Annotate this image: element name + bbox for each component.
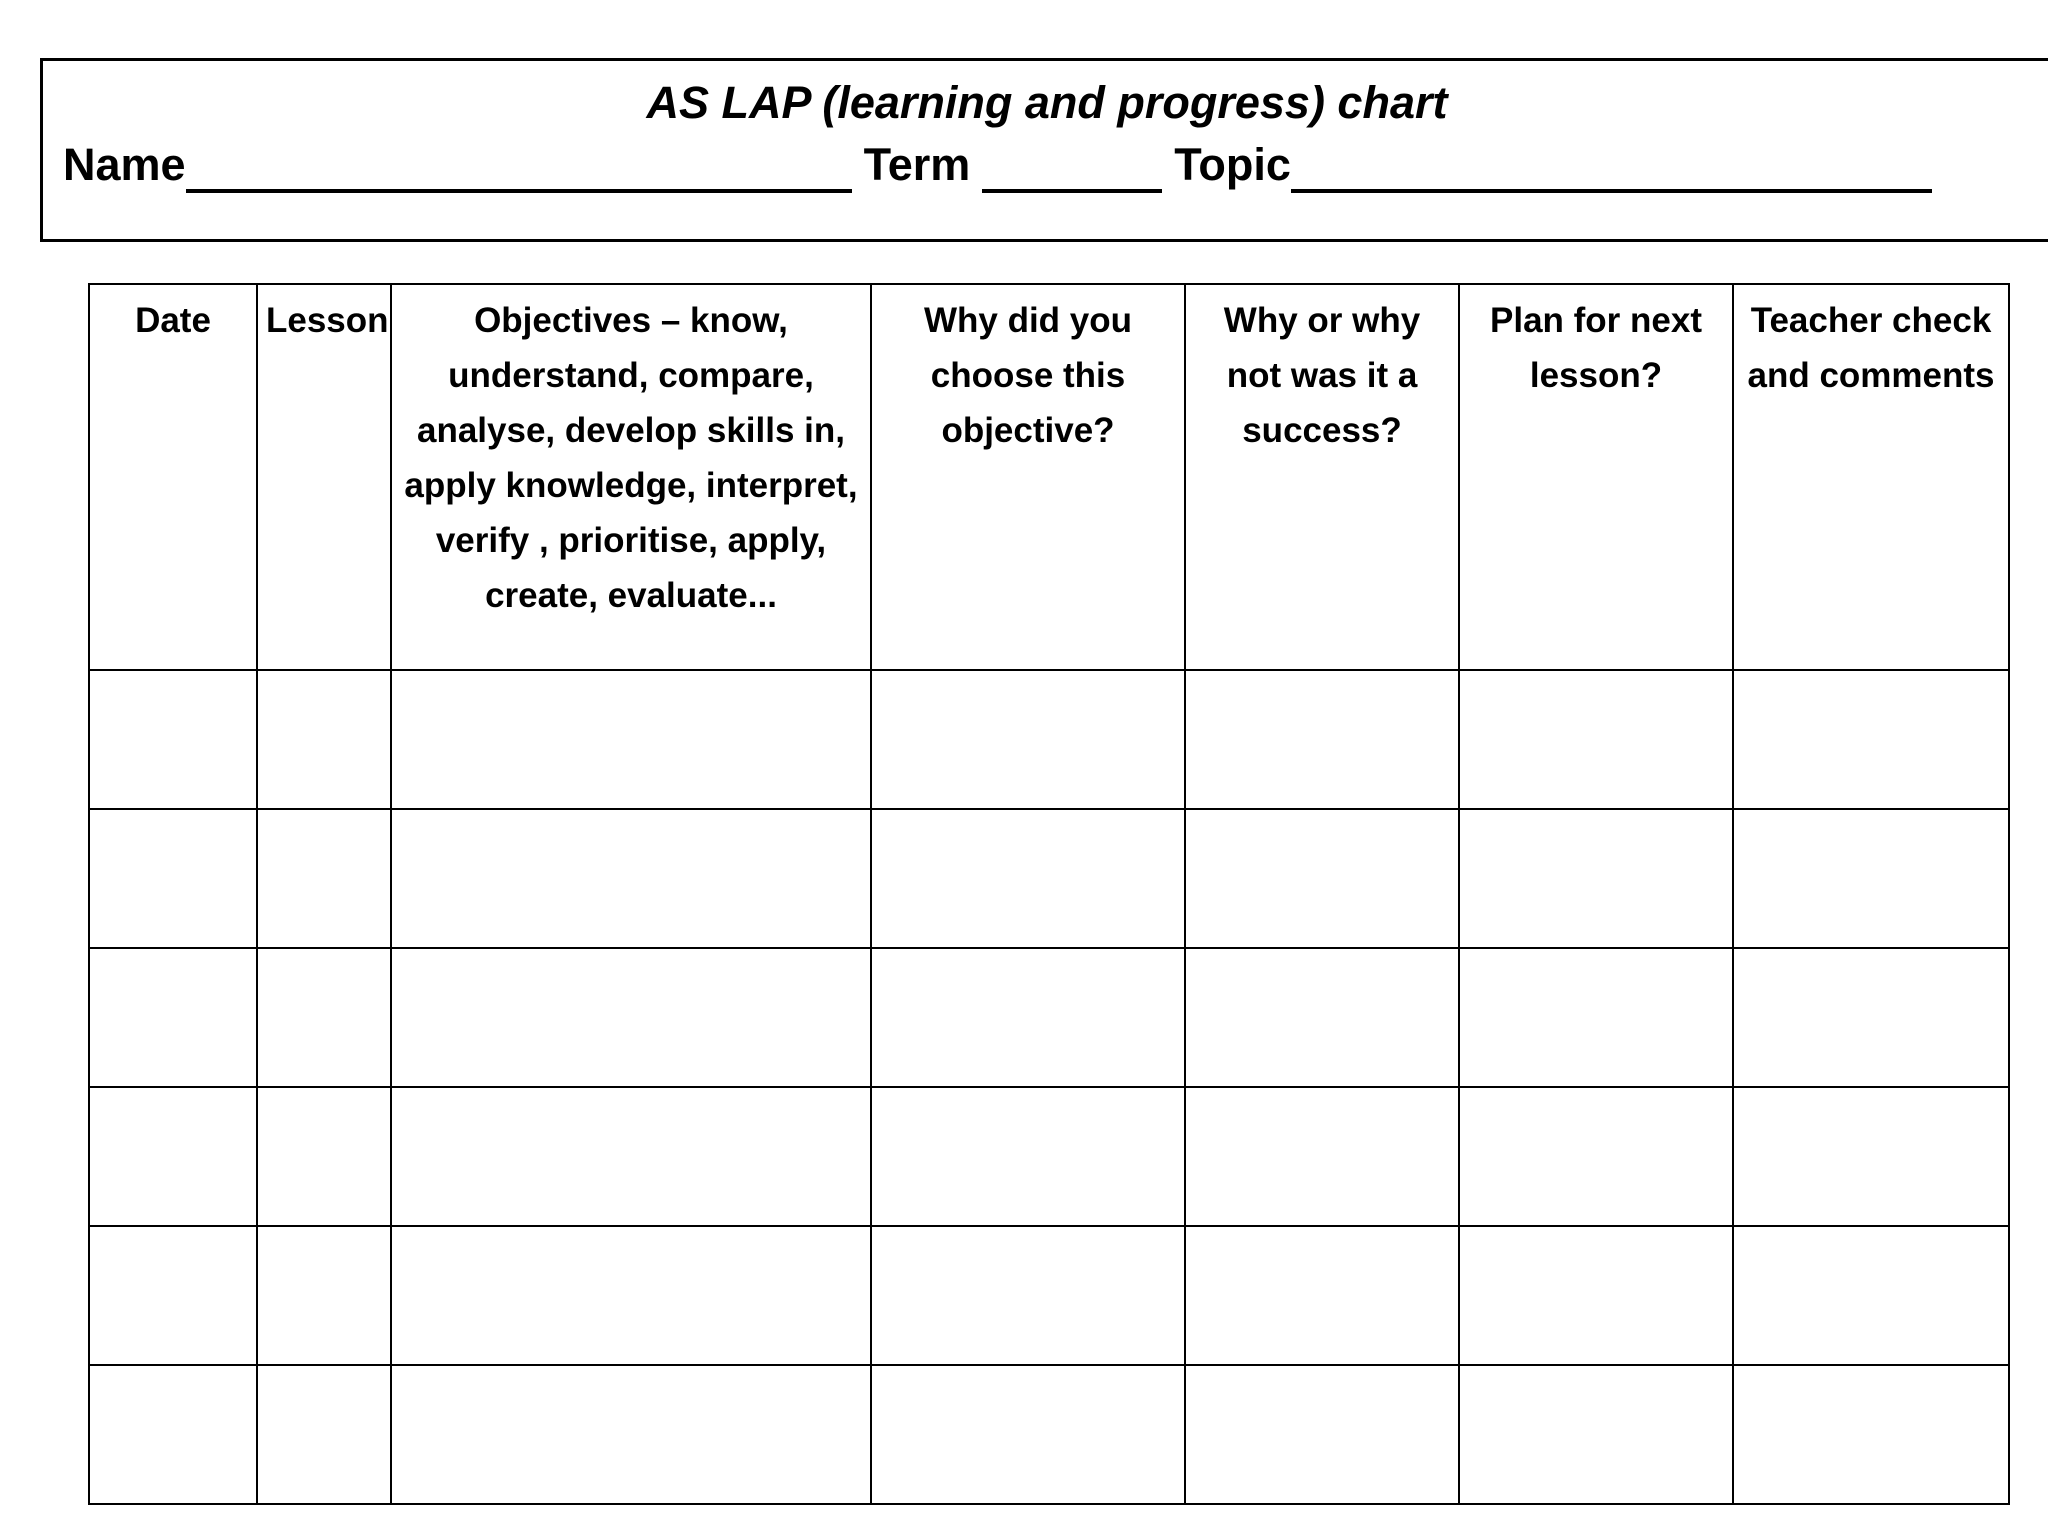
cell-objectives[interactable]: [391, 1365, 871, 1504]
cell-plan[interactable]: [1459, 670, 1733, 809]
cell-lesson[interactable]: [257, 1365, 391, 1504]
cell-success[interactable]: [1185, 670, 1459, 809]
cell-objectives[interactable]: [391, 1087, 871, 1226]
cell-why-choose[interactable]: [871, 1365, 1185, 1504]
table-row: [89, 1226, 2009, 1365]
topic-label: Topic: [1174, 139, 1291, 190]
cell-lesson[interactable]: [257, 948, 391, 1087]
term-field[interactable]: [982, 141, 1162, 193]
table-row: [89, 948, 2009, 1087]
cell-objectives[interactable]: [391, 809, 871, 948]
cell-teacher-check[interactable]: [1733, 948, 2009, 1087]
cell-why-choose[interactable]: [871, 1226, 1185, 1365]
cell-plan[interactable]: [1459, 948, 1733, 1087]
cell-why-choose[interactable]: [871, 670, 1185, 809]
table-row: [89, 809, 2009, 948]
cell-plan[interactable]: [1459, 1226, 1733, 1365]
column-header-plan: Plan for next lesson?: [1459, 284, 1733, 670]
cell-objectives[interactable]: [391, 1226, 871, 1365]
cell-success[interactable]: [1185, 1087, 1459, 1226]
cell-date[interactable]: [89, 948, 257, 1087]
cell-objectives[interactable]: [391, 948, 871, 1087]
table-row: [89, 670, 2009, 809]
cell-objectives[interactable]: [391, 670, 871, 809]
table-header-row: [89, 284, 2009, 670]
cell-teacher-check[interactable]: [1733, 670, 2009, 809]
column-header-success: Why or why not was it a success?: [1185, 284, 1459, 670]
column-header-objectives: Objectives – know, understand, compare, analyse, develop skills in, apply knowledge, interpret, verify , prioritise, apply, create, evaluate...: [391, 284, 871, 670]
cell-why-choose[interactable]: [871, 948, 1185, 1087]
header-box: [40, 58, 2048, 242]
cell-why-choose[interactable]: [871, 809, 1185, 948]
cell-success[interactable]: [1185, 948, 1459, 1087]
cell-success[interactable]: [1185, 809, 1459, 948]
cell-success[interactable]: [1185, 1365, 1459, 1504]
page-title: AS LAP (learning and progress) chart: [646, 77, 1448, 128]
cell-plan[interactable]: [1459, 1087, 1733, 1226]
column-header-teacher-check: Teacher check and comments: [1733, 284, 2009, 670]
cell-plan[interactable]: [1459, 809, 1733, 948]
table-row: [89, 1365, 2009, 1504]
table-row: [89, 1087, 2009, 1226]
cell-date[interactable]: [89, 809, 257, 948]
cell-date[interactable]: [89, 1087, 257, 1226]
cell-date[interactable]: [89, 1365, 257, 1504]
cell-lesson[interactable]: [257, 670, 391, 809]
topic-field[interactable]: [1291, 141, 1932, 193]
name-label: Name: [63, 139, 186, 190]
cell-lesson[interactable]: [257, 1226, 391, 1365]
column-header-date: Date: [89, 284, 257, 670]
cell-date[interactable]: [89, 1226, 257, 1365]
cell-teacher-check[interactable]: [1733, 1226, 2009, 1365]
lap-table: [88, 283, 2010, 1505]
cell-lesson[interactable]: [257, 1087, 391, 1226]
cell-success[interactable]: [1185, 1226, 1459, 1365]
table-body: [89, 670, 2009, 1504]
cell-plan[interactable]: [1459, 1365, 1733, 1504]
cell-lesson[interactable]: [257, 809, 391, 948]
name-field[interactable]: [186, 141, 852, 193]
header-fields: [63, 137, 2043, 193]
cell-why-choose[interactable]: [871, 1087, 1185, 1226]
column-header-why-choose: Why did you choose this objective?: [871, 284, 1185, 670]
cell-teacher-check[interactable]: [1733, 809, 2009, 948]
cell-teacher-check[interactable]: [1733, 1087, 2009, 1226]
cell-teacher-check[interactable]: [1733, 1365, 2009, 1504]
term-label: Term: [863, 139, 971, 190]
cell-date[interactable]: [89, 670, 257, 809]
column-header-lesson: Lesson: [257, 284, 391, 670]
